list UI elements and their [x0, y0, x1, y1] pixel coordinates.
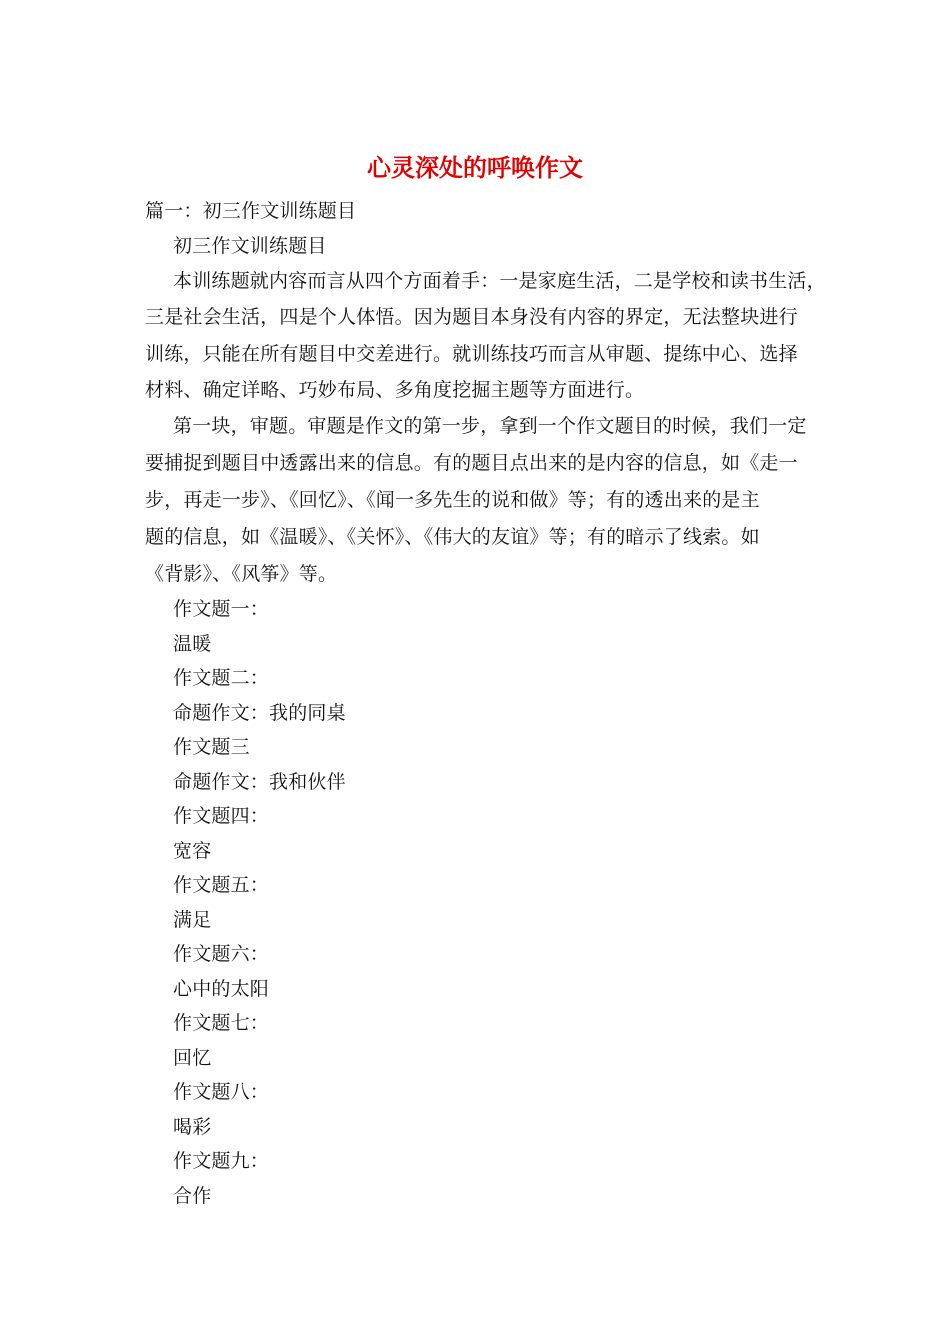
topic-line: 满足: [173, 909, 212, 931]
paragraph-line: 训练，只能在所有题目中交差进行。就训练技巧而言从审题、提练中心、选择: [145, 343, 798, 365]
topic-line: 作文题九：: [173, 1150, 270, 1172]
topic-line: 作文题六：: [173, 943, 270, 965]
topic-line: 作文题七：: [173, 1012, 270, 1034]
topic-line: 作文题五：: [173, 874, 270, 896]
paragraph-line: 三是社会生活，四是个人体悟。因为题目本身没有内容的界定，无法整块进行: [145, 306, 798, 328]
topic-line: 宽容: [173, 840, 212, 862]
topic-line: 命题作文：我和伙伴: [173, 771, 346, 793]
topic-line: 回忆: [173, 1047, 212, 1069]
topic-line: 作文题三: [173, 736, 250, 758]
topic-line: 命题作文：我的同桌: [173, 702, 346, 724]
topic-line: 温暖: [173, 633, 212, 655]
subheading: 初三作文训练题目: [173, 235, 327, 257]
paragraph-line: 步，再走一步》、《回忆》、《闻一多先生的说和做》等；有的透出来的是主: [145, 489, 760, 511]
paragraph-line: 第一块，审题。审题是作文的第一步，拿到一个作文题目的时候，我们一定: [173, 415, 807, 437]
paragraph-line: 《背影》、《风筝》等。: [145, 563, 338, 585]
topic-line: 喝彩: [173, 1116, 212, 1138]
topic-line: 作文题八：: [173, 1081, 270, 1103]
section-heading: 篇一：初三作文训练题目: [145, 200, 357, 222]
topic-line: 合作: [173, 1185, 212, 1207]
paragraph-line: 材料、确定详略、巧妙布局、多角度挖掘主题等方面进行。: [145, 379, 645, 401]
topic-line: 作文题二：: [173, 667, 270, 689]
topic-line: 作文题一：: [173, 598, 270, 620]
topic-line: 作文题四：: [173, 805, 270, 827]
paragraph-line: 要捕捉到题目中透露出来的信息。有的题目点出来的是内容的信息，如《走一: [145, 452, 798, 474]
paragraph-line: 本训练题就内容而言从四个方面着手：一是家庭生活，二是学校和读书生活，: [173, 270, 826, 292]
document-title: 心灵深处的呼唤作文: [367, 153, 583, 182]
paragraph-line: 题的信息，如《温暖》、《关怀》、《伟大的友谊》等；有的暗示了线索。如: [145, 526, 760, 548]
topic-line: 心中的太阳: [173, 978, 270, 1000]
